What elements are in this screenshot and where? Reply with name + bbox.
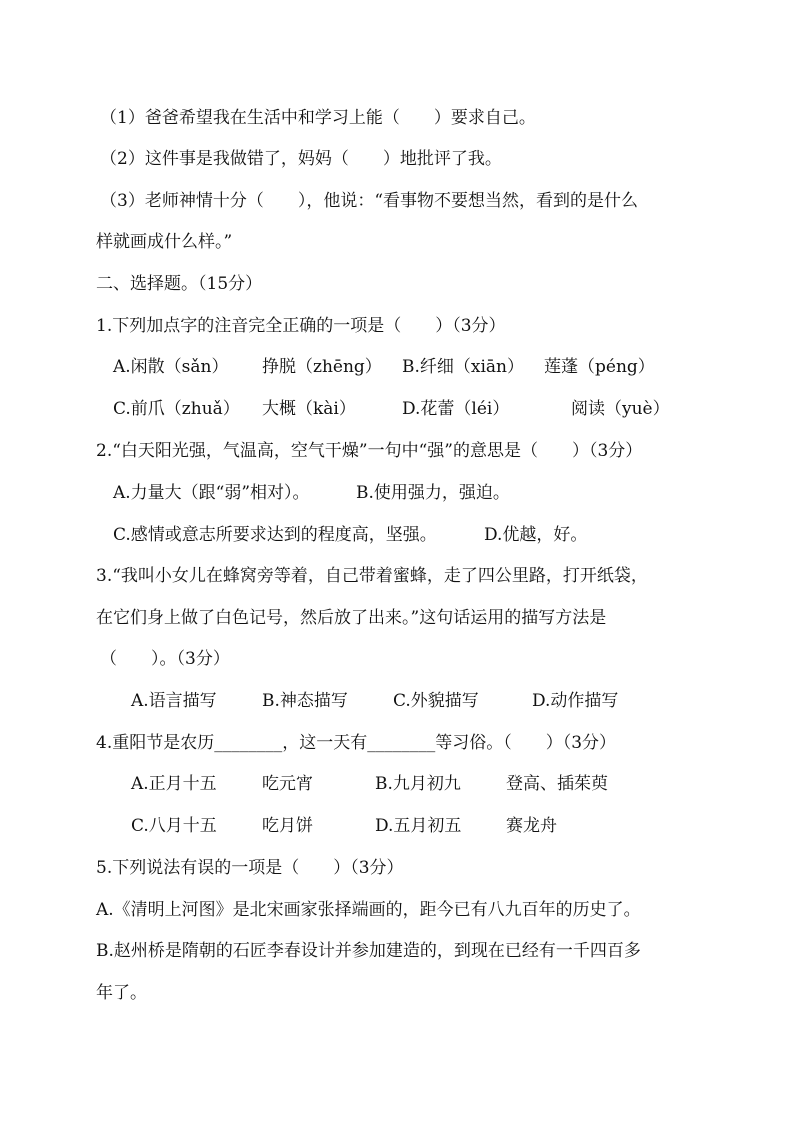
question-3-text-2: 在它们身上做了白色记号，然后放了出来。”这句话运用的描写方法是 (96, 608, 607, 628)
question-5-option-b: B.赵州桥是隋朝的石匠李春设计并参加建造的，到现在已经有一千四百多 (96, 941, 641, 961)
question-1-option-b-word-2: 莲蓬（péng） (544, 357, 655, 377)
question-2-option-d: D.优越，好。 (484, 525, 588, 545)
question-5-option-a: A.《清明上河图》是北宋画家张择端画的，距今已有八九百年的历史了。 (96, 900, 641, 920)
question-4-option-c: C.八月十五 (131, 816, 217, 836)
question-1-text: 1.下列加点字的注音完全正确的一项是（ ）（3分） (96, 316, 506, 336)
question-5-option-b-continued: 年了。 (96, 983, 147, 1003)
question-4-text: 4.重阳节是农历________，这一天有________等习俗。（ ）（3分） (96, 733, 617, 753)
question-3-text-3: （ ）。（3分） (100, 649, 230, 669)
question-3-option-d: D.动作描写 (532, 691, 619, 711)
question-1-option-a-word-2: 挣脱（zhēng） (262, 357, 382, 377)
question-2-text: 2.“白天阳光强，气温高，空气干燥”一句中“强”的意思是（ ）（3分） (96, 441, 643, 461)
question-1-option-a: A.闲散（sǎn） (113, 357, 229, 377)
question-3-text-1: 3.“我叫小女儿在蜂窝旁等着，自己带着蜜蜂，走了四公里路，打开纸袋， (96, 566, 648, 586)
question-3-option-b: B.神态描写 (262, 691, 348, 711)
question-1-option-c-word-2: 大概（kài） (262, 399, 356, 419)
fill-blank-item-3-text: （3）老师神情十分（ ），他说：“看事物不要想当然，看到的是什么 (100, 191, 639, 211)
question-1-option-d-word-2: 阅读（yuè） (571, 399, 670, 419)
question-4-option-d-custom: 赛龙舟 (506, 816, 557, 836)
question-4-option-a: A.正月十五 (131, 774, 217, 794)
question-2-option-c: C.感情或意志所要求达到的程度高，坚强。 (113, 525, 437, 545)
question-5-text: 5.下列说法有误的一项是（ ）（3分） (96, 858, 404, 878)
question-4-option-b: B.九月初九 (375, 774, 461, 794)
question-2-option-b: B.使用强力，强迫。 (356, 483, 510, 503)
fill-blank-item-2-text: （2）这件事是我做错了，妈妈（ ）地批评了我。 (100, 149, 502, 169)
fill-blank-item-3-text-continued: 样就画成什么样。” (96, 232, 233, 252)
question-3-option-a: A.语言描写 (131, 691, 217, 711)
question-1-option-d: D.花蕾（léi） (402, 399, 510, 419)
fill-blank-item-1-text: （1）爸爸希望我在生活中和学习上能（ ）要求自己。 (100, 108, 536, 128)
question-4-option-d: D.五月初五 (375, 816, 462, 836)
question-4-option-b-custom: 登高、插茱萸 (506, 774, 608, 794)
question-1-option-c: C.前爪（zhuǎ） (113, 399, 240, 419)
question-3-option-c: C.外貌描写 (393, 691, 479, 711)
question-1-option-b: B.纤细（xiān） (402, 357, 525, 377)
question-4-option-a-custom: 吃元宵 (262, 774, 313, 794)
question-4-option-c-custom: 吃月饼 (262, 816, 313, 836)
section-title-text: 二、选择题。（15分） (96, 274, 263, 294)
question-2-option-a: A.力量大（跟“弱”相对）。 (113, 483, 310, 503)
